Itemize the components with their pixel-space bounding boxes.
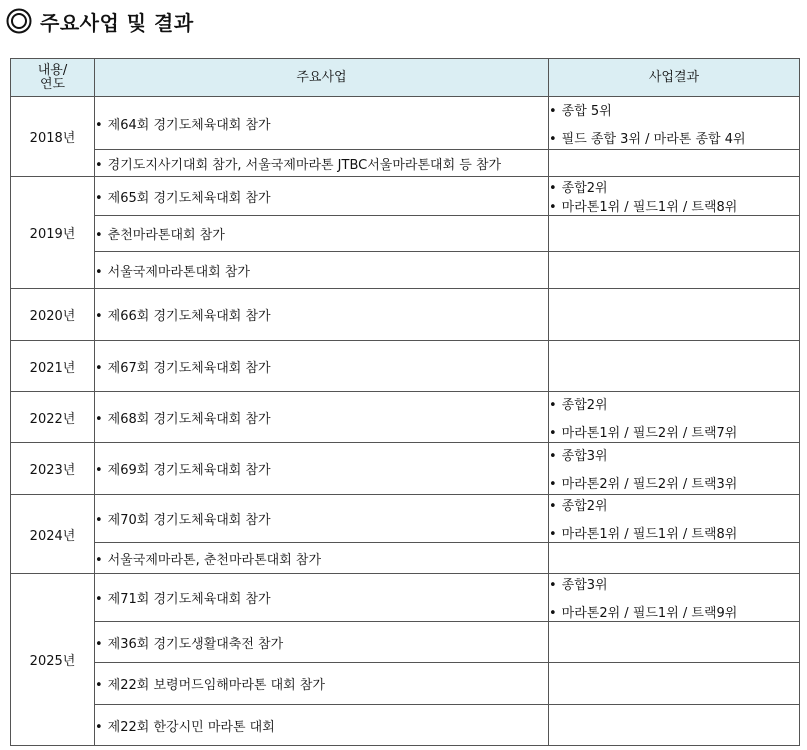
result-cell bbox=[549, 150, 800, 177]
year-cell: 2019년 bbox=[11, 177, 95, 289]
table-row bbox=[11, 443, 800, 495]
table-row bbox=[11, 252, 800, 289]
result-cell bbox=[549, 705, 800, 746]
table-row bbox=[11, 177, 800, 216]
result-cell bbox=[549, 443, 800, 495]
business-results-table bbox=[10, 58, 800, 746]
table-row bbox=[11, 705, 800, 746]
table-row bbox=[11, 289, 800, 341]
business-text: • 제70회 경기도체육대회 참가 bbox=[95, 513, 271, 528]
business-text: • 제65회 경기도체육대회 참가 bbox=[95, 191, 271, 206]
header-business: 주요사업 bbox=[95, 59, 549, 97]
result-cell bbox=[549, 252, 800, 289]
business-text: • 제64회 경기도체육대회 참가 bbox=[95, 118, 271, 133]
result-line: • 종합 5위 bbox=[549, 100, 799, 119]
result-cell bbox=[549, 663, 800, 705]
business-text: • 제71회 경기도체육대회 참가 bbox=[95, 592, 271, 607]
business-text: • 제66회 경기도체육대회 참가 bbox=[95, 309, 271, 324]
table-header-row bbox=[11, 59, 800, 97]
year-cell: 2022년 bbox=[11, 392, 95, 443]
header-period-bottom: 연도 bbox=[39, 76, 66, 92]
table-row bbox=[11, 341, 800, 392]
business-cell bbox=[95, 392, 549, 443]
result-line: • 종합3위 bbox=[549, 574, 799, 593]
result-cell bbox=[549, 392, 800, 443]
result-cell bbox=[549, 216, 800, 252]
business-text: • 제67회 경기도체육대회 참가 bbox=[95, 361, 271, 376]
business-text: • 제69회 경기도체육대회 참가 bbox=[95, 463, 271, 478]
page-title bbox=[6, 6, 194, 36]
result-cell bbox=[549, 97, 800, 150]
business-text: • 서울국제마라톤, 춘천마라톤대회 참가 bbox=[95, 553, 321, 568]
header-result: 사업결과 bbox=[549, 59, 800, 97]
result-line: • 종합2위 bbox=[549, 495, 799, 514]
table-row bbox=[11, 622, 800, 663]
result-line: • 마라톤2위 / 필드2위 / 트랙3위 bbox=[549, 473, 799, 492]
business-text: • 제36회 경기도생활대축전 참가 bbox=[95, 637, 283, 652]
table-row bbox=[11, 97, 800, 150]
result-line: • 마라톤1위 / 필드2위 / 트랙7위 bbox=[549, 422, 799, 441]
title-text: 주요사업 및 결과 bbox=[40, 10, 194, 35]
business-text: • 제22회 보령머드임해마라톤 대회 참가 bbox=[95, 678, 325, 693]
business-cell bbox=[95, 495, 549, 543]
year-cell: 2024년 bbox=[11, 495, 95, 574]
business-text: • 춘천마라톤대회 참가 bbox=[95, 228, 225, 243]
table-row bbox=[11, 495, 800, 543]
business-cell bbox=[95, 216, 549, 252]
year-cell: 2020년 bbox=[11, 289, 95, 341]
table-row bbox=[11, 543, 800, 574]
year-cell: 2021년 bbox=[11, 341, 95, 392]
result-cell bbox=[549, 622, 800, 663]
result-line: • 마라톤1위 / 필드1위 / 트랙8위 bbox=[549, 523, 799, 542]
double-circle-icon bbox=[6, 8, 32, 34]
result-line: • 마라톤1위 / 필드1위 / 트랙8위 bbox=[549, 196, 799, 215]
business-cell bbox=[95, 443, 549, 495]
year-cell: 2025년 bbox=[11, 574, 95, 746]
result-line: • 마라톤2위 / 필드1위 / 트랙9위 bbox=[549, 602, 799, 621]
result-line: • 종합2위 bbox=[549, 394, 799, 413]
business-text: • 경기도지사기대회 참가, 서울국제마라톤 JTBC서울마라톤대회 등 참가 bbox=[95, 158, 501, 173]
business-text: • 서울국제마라톤대회 참가 bbox=[95, 265, 250, 280]
header-period-top: 내용/ bbox=[37, 62, 68, 78]
table-row bbox=[11, 574, 800, 622]
business-cell bbox=[95, 289, 549, 341]
table-row bbox=[11, 392, 800, 443]
business-cell bbox=[95, 97, 549, 150]
result-cell bbox=[549, 574, 800, 622]
result-cell bbox=[549, 495, 800, 543]
table-row bbox=[11, 216, 800, 252]
result-cell bbox=[549, 543, 800, 574]
table-row bbox=[11, 663, 800, 705]
table-row bbox=[11, 150, 800, 177]
business-cell bbox=[95, 177, 549, 216]
business-cell bbox=[95, 543, 549, 574]
header-period bbox=[11, 59, 95, 97]
business-cell bbox=[95, 622, 549, 663]
result-line: • 필드 종합 3위 / 마라톤 종합 4위 bbox=[549, 128, 799, 147]
result-line: • 종합2위 bbox=[549, 177, 799, 196]
business-cell bbox=[95, 574, 549, 622]
business-text: • 제22회 한강시민 마라톤 대회 bbox=[95, 720, 275, 735]
result-cell bbox=[549, 177, 800, 216]
result-cell bbox=[549, 341, 800, 392]
result-line: • 종합3위 bbox=[549, 445, 799, 464]
business-text: • 제68회 경기도체육대회 참가 bbox=[95, 412, 271, 427]
year-cell: 2018년 bbox=[11, 97, 95, 177]
result-cell bbox=[549, 289, 800, 341]
year-cell: 2023년 bbox=[11, 443, 95, 495]
business-cell bbox=[95, 341, 549, 392]
business-cell bbox=[95, 150, 549, 177]
business-cell bbox=[95, 705, 549, 746]
business-cell bbox=[95, 663, 549, 705]
business-cell bbox=[95, 252, 549, 289]
